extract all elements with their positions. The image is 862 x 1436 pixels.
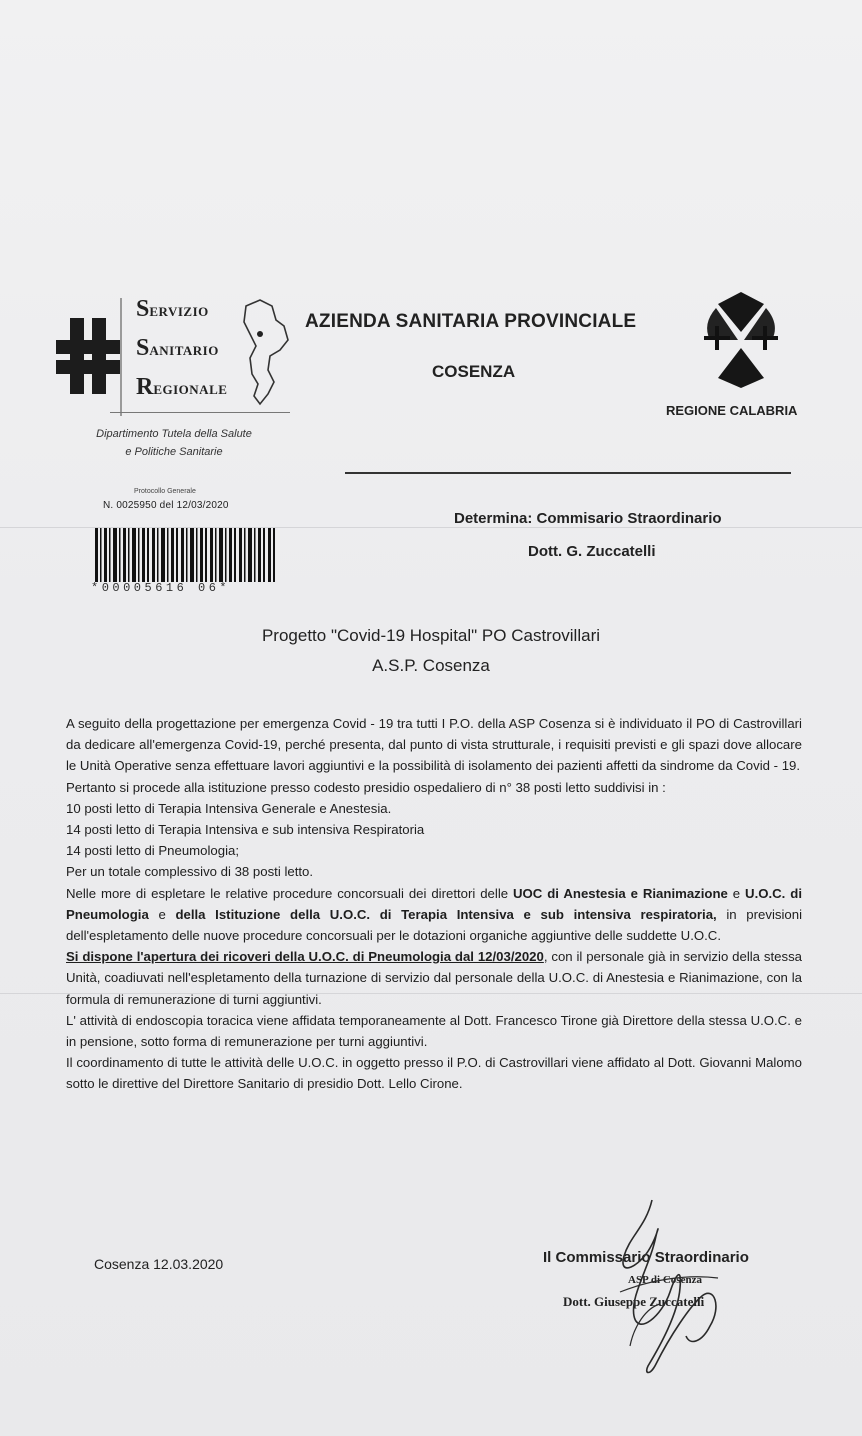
project-title: Progetto "Covid-19 Hospital" PO Castrovillari (261, 626, 601, 645)
determina-line: Determina: Commisario Straordinario (454, 510, 722, 527)
project-subtitle: A.S.P. Cosenza (372, 656, 490, 675)
signer-name: Dott. Giuseppe Zuccatelli (563, 1294, 705, 1309)
calabria-map-icon (238, 296, 294, 408)
ssr-word-regionale: REGIONALE (136, 374, 228, 400)
regione-calabria-emblem-icon (696, 288, 786, 392)
paragraph-beds: Pertanto si procede alla istituzione presso codesto presidio ospedaliero di n° 38 posti letto suddivisi in : (66, 779, 666, 795)
list-item: 10 posti letto di Terapia Intensiva Generale e Anestesia. (66, 800, 392, 816)
barcode-number: *00005616 06* (91, 581, 231, 595)
agency-city: COSENZA (432, 362, 516, 381)
signer-title: Il Commissario Straordinario (543, 1249, 749, 1266)
determina-signer: Dott. G. Zuccatelli (528, 543, 656, 560)
header-divider (345, 472, 791, 474)
department-name: Dipartimento Tutela della Salute e Politiche Sanitarie (96, 428, 252, 458)
list-item: 14 posti letto di Terapia Intensiva e sub intensiva Respiratoria (66, 822, 425, 838)
total-beds: Per un totale complessivo di 38 posti letto. (66, 864, 314, 880)
protocol-number: N. 0025950 del 12/03/2020 (103, 500, 229, 511)
paragraph-intro: A seguito della progettazione per emergenza Covid - 19 tra tutti I P.O. della ASP Cosenza si è individuato il PO di Castrovillari da dedicare all'emergenza Covid-19, perché presenta, dal punto di vista strutturale, i requisiti previsti e gli spazi dove allocare le Unità Operative senza effettuare lavori aggiuntivi e la possibilità di isolamento dei pazienti affetti da sindrome da Covid - 19. (66, 716, 802, 774)
place-date: Cosenza 12.03.2020 (94, 1256, 224, 1272)
paragraph-endoscopy: L' attività di endoscopia toracica viene affidata temporaneamente al Dott. Francesco Tirone già Direttore della stessa U.O.C. e in pensione, sotto forma di remunerazione per turni aggiuntivi. (66, 1012, 802, 1050)
signer-agency: ASP di Cosenza (628, 1274, 702, 1286)
ssr-word-sanitario: SANITARIO (136, 335, 219, 361)
barcode-icon (95, 528, 277, 582)
document-body (66, 713, 802, 1095)
logo-separator (120, 298, 122, 416)
protocol-label: Protocollo Generale (134, 488, 196, 495)
paragraph-coordination: Il coordinamento di tutte le attività delle U.O.C. in oggetto presso il P.O. di Castrovillari viene affidato al Dott. Giovanni Malomo sotto le direttive del Direttore Sanitario di presidio Dott. Lello Cirone. (66, 1055, 802, 1092)
handwritten-signature-icon (590, 1196, 730, 1382)
paragraph-procedures: Nelle more di espletare le relative procedure concorsuali dei direttori delle UOC di Anestesia e Rianimazione e U.O.C. di Pneumologia e della Istituzione della U.O.C. di Terapia Intensiva e sub intensiva respiratoria, in previsioni dell'espletamento delle nuove procedure concorsuali per le dotazioni organiche aggiuntive delle suddette U.O.C. (66, 885, 802, 944)
logo-underline (110, 412, 290, 413)
agency-name: AZIENDA SANITARIA PROVINCIALE (305, 311, 637, 332)
ssr-word-servizio: SERVIZIO (136, 296, 209, 322)
region-name: REGIONE CALABRIA (666, 403, 798, 418)
list-item: 14 posti letto di Pneumologia; (66, 843, 240, 859)
ssr-cross-logo-icon (56, 318, 120, 394)
paragraph-disposition: Si dispone l'apertura dei ricoveri della U.O.C. di Pneumologia dal 12/03/2020, con il personale già in servizio della stessa Unità, coadiuvati nell'espletamento della turnazione di servizio dal personale della U.O.C. di Anestesia e Rianimazione, con la formula di remunerazione di turni aggiuntivi. (66, 949, 802, 1007)
